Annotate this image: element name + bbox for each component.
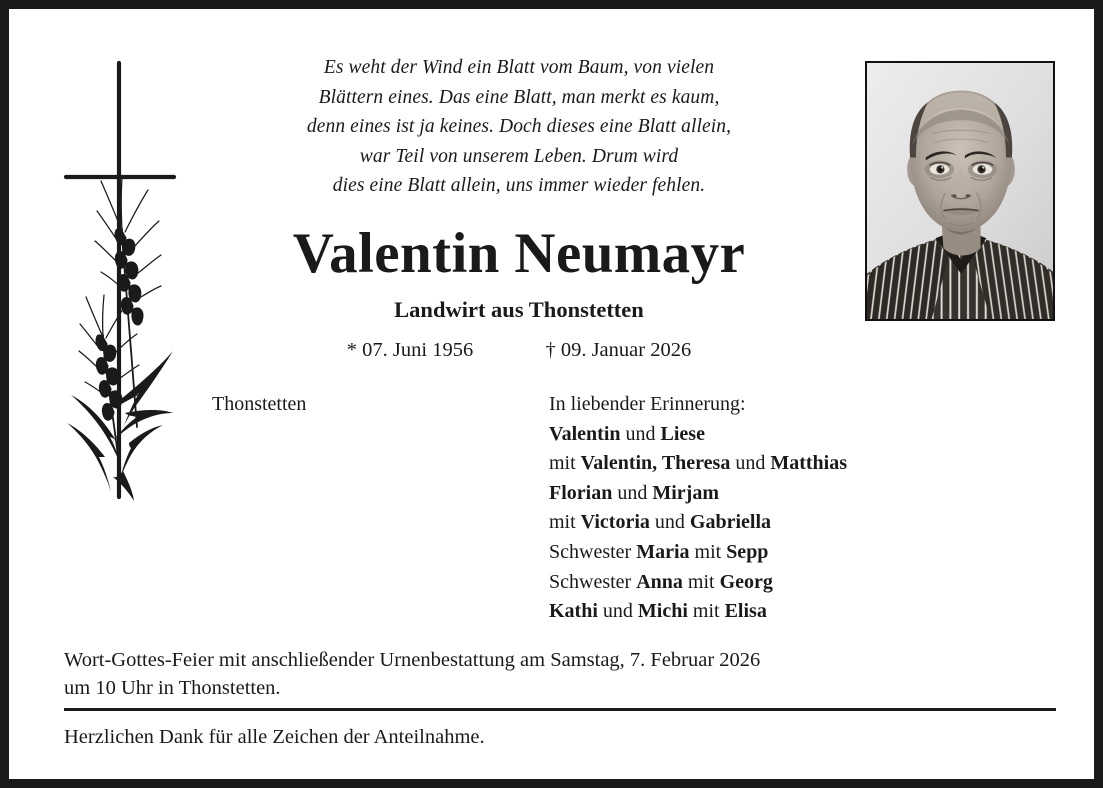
memorial-poem <box>204 53 834 201</box>
place-label: Thonstetten <box>212 393 307 415</box>
poem-line: denn eines ist ja keines. Doch dieses eine Blatt allein, <box>306 116 732 137</box>
poem-line: war Teil von unserem Leben. Drum wird <box>359 145 679 167</box>
deceased-name: Valentin Neumayr <box>292 222 746 285</box>
family-line: Schwester Maria mit Sepp <box>549 540 769 563</box>
poem-line: Es weht der Wind ein Blatt vom Baum, von vielen <box>323 57 715 78</box>
death-date: 09. Januar 2026 <box>560 339 692 361</box>
family-line: mit Valentin, Theresa und Matthias <box>549 452 848 475</box>
notice-inner <box>9 9 1094 779</box>
family-line: Valentin und Liese <box>549 422 705 445</box>
service-line: um 10 Uhr in Thonstetten. <box>64 677 281 699</box>
family-intro: In liebender Erinnerung: <box>549 393 746 415</box>
life-dates <box>159 337 879 363</box>
death-symbol: † <box>545 339 556 361</box>
family-line: Kathi und Michi mit Elisa <box>549 600 767 623</box>
thanks-note: Herzlichen Dank für alle Zeichen der Anteilnahme. <box>64 726 485 748</box>
family-line: mit Victoria und Gabriella <box>549 511 772 534</box>
deceased-role: Landwirt aus Thonstetten <box>394 297 644 322</box>
birth-date: 07. Juni 1956 <box>362 339 474 361</box>
poem-line: dies eine Blatt allein, uns immer wieder fehlen. <box>332 175 706 196</box>
divider <box>64 708 1056 711</box>
birth-symbol: * <box>346 339 358 361</box>
service-line: Wort-Gottes-Feier mit anschließender Urnenbestattung am Samstag, 7. Februar 2026 <box>64 649 761 671</box>
family-list <box>549 390 1019 627</box>
family-line: Schwester Anna mit Georg <box>549 570 773 593</box>
poem-line: Blättern eines. Das eine Blatt, man merkt es kaum, <box>318 86 720 108</box>
family-line: Florian und Mirjam <box>549 481 719 504</box>
portrait-photo <box>865 61 1055 321</box>
service-info <box>64 646 1059 702</box>
